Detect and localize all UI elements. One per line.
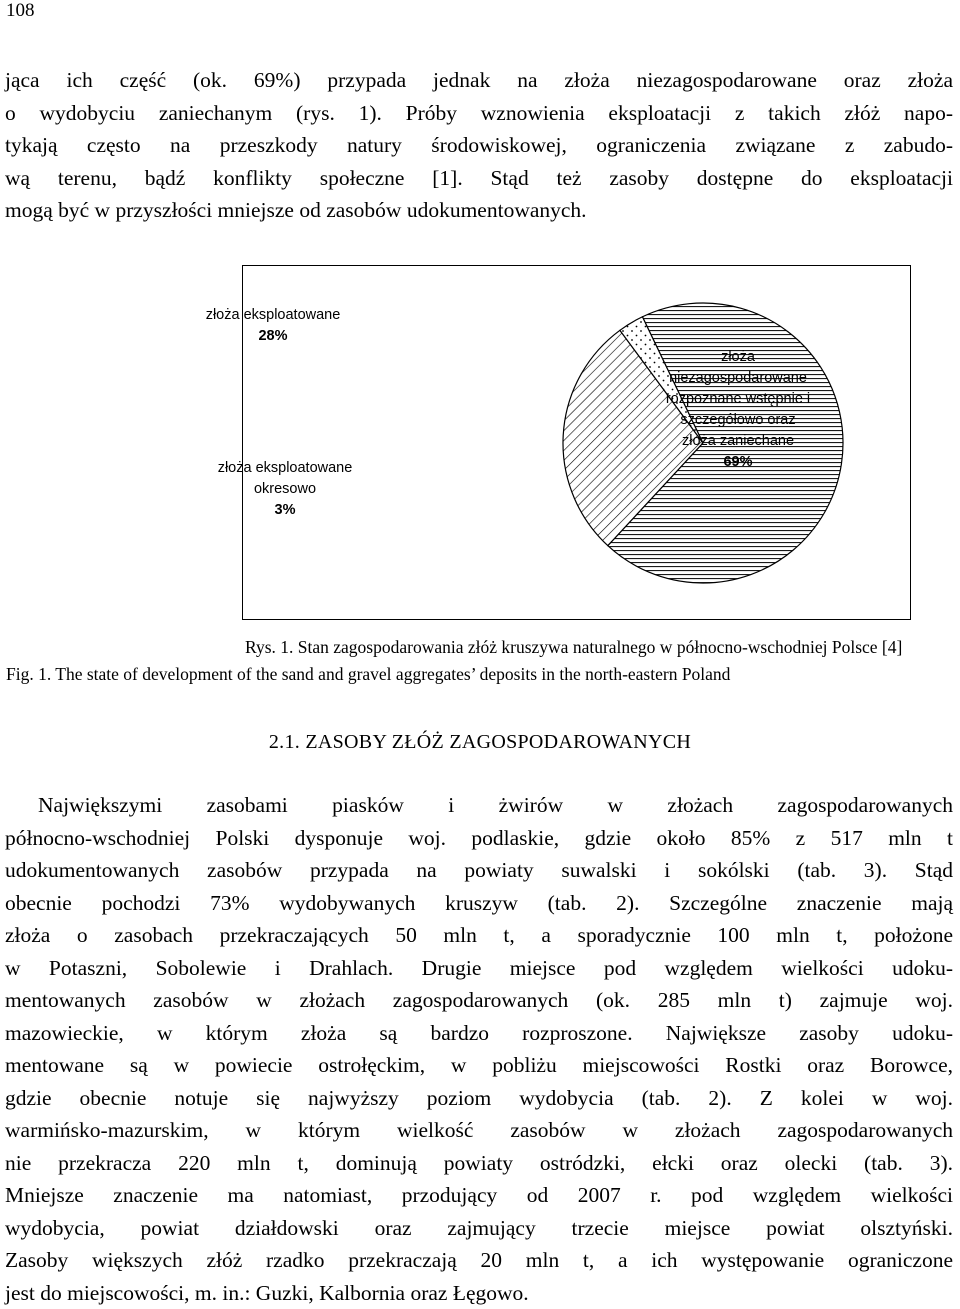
page-number: 108 <box>6 0 35 22</box>
text-line: obecnie pochodzi 73% wydobywanych kruszyw (tab. 2). Szczególne znaczenie mają <box>5 887 953 920</box>
label-undeveloped-line3: rozpoznane wstępnie i <box>628 389 848 410</box>
label-undeveloped-line2: niezagospodarowane <box>628 368 848 389</box>
text-line: mogą być w przyszłości mniejsze od zasobów udokumentowanych. <box>5 194 953 227</box>
label-periodic-line2: okresowo <box>170 479 400 500</box>
label-periodic-line1: złoża eksploatowane <box>170 458 400 479</box>
text-line: Największymi zasobami piasków i żwirów w złożach zagospodarowanych <box>5 789 953 822</box>
label-undeveloped-value: 69% <box>723 454 752 470</box>
text-line: jąca ich część (ok. 69%) przypada jednak na złoża niezagospodarowane oraz złoża <box>5 64 953 97</box>
figure-caption-en: Fig. 1. The state of development of the sand and gravel aggregates’ deposits in the north-eastern Poland <box>6 664 730 685</box>
text-line: udokumentowanych zasobów przypada na powiaty suwalski i sokólski (tab. 3). Stąd <box>5 854 953 887</box>
main-paragraph <box>5 789 953 1309</box>
text-line: w Potaszni, Sobolewie i Drahlach. Drugie miejsce pod względem wielkości udoku- <box>5 952 953 985</box>
top-paragraph <box>5 64 953 227</box>
text-line: Zasoby większych złóż rzadko przekraczają 20 mln t, a ich występowanie ograniczone <box>5 1244 953 1277</box>
text-line: jest do miejscowości, m. in.: Guzki, Kalbornia oraz Łęgowo. <box>5 1277 953 1309</box>
label-exploited-text: złoża eksploatowane <box>183 305 363 326</box>
section-heading: 2.1. ZASOBY ZŁÓŻ ZAGOSPODAROWANYCH <box>0 731 960 754</box>
text-line: mentowanych zasobów w złożach zagospodarowanych (ok. 285 mln t) zajmuje woj. <box>5 984 953 1017</box>
label-periodic <box>170 458 400 521</box>
label-exploited <box>183 305 363 347</box>
text-line: północno-wschodniej Polski dysponuje woj. podlaskie, gdzie około 85% z 517 mln t <box>5 822 953 855</box>
label-exploited-value: 28% <box>258 328 287 344</box>
text-line: o wydobyciu zaniechanym (rys. 1). Próby wznowienia eksploatacji z takich złóż napo- <box>5 97 953 130</box>
label-undeveloped-line5: złoża zaniechane <box>628 431 848 452</box>
label-periodic-value: 3% <box>275 502 296 518</box>
text-line: wą terenu, bądź konflikty społeczne [1]. Stąd też zasoby dostępne do eksploatacji <box>5 162 953 195</box>
text-line: wydobycia, powiat działdowski oraz zajmujący trzecie miejsce powiat olsztyński. <box>5 1212 953 1245</box>
text-line: mentowane są w powiecie ostrołęckim, w pobliżu miejscowości Rostki oraz Borowce, <box>5 1049 953 1082</box>
text-line: gdzie obecnie notuje się najwyższy poziom wydobycia (tab. 2). Z kolei w woj. <box>5 1082 953 1115</box>
text-line: Mniejsze znaczenie ma natomiast, przodujący od 2007 r. pod względem wielkości <box>5 1179 953 1212</box>
label-undeveloped-line4: szczegółowo oraz <box>628 410 848 431</box>
text-line: tykają często na przeszkody natury środowiskowej, ograniczenia związane z zabudo- <box>5 129 953 162</box>
text-line: warmińsko-mazurskim, w którym wielkość zasobów w złożach zagospodarowanych <box>5 1114 953 1147</box>
label-undeveloped <box>628 347 848 473</box>
figure-caption-pl: Rys. 1. Stan zagospodarowania złóż kruszywa naturalnego w północno-wschodniej Polsce [4] <box>245 637 902 658</box>
label-undeveloped-line1: złoża <box>628 347 848 368</box>
pie-chart-figure <box>242 265 911 620</box>
text-line: mazowieckie, w którym złoża są bardzo rozproszone. Największe zasoby udoku- <box>5 1017 953 1050</box>
text-line: złoża o zasobach przekraczających 50 mln t, a sporadycznie 100 mln t, położone <box>5 919 953 952</box>
text-line: nie przekracza 220 mln t, dominują powiaty ostródzki, ełcki oraz olecki (tab. 3). <box>5 1147 953 1180</box>
